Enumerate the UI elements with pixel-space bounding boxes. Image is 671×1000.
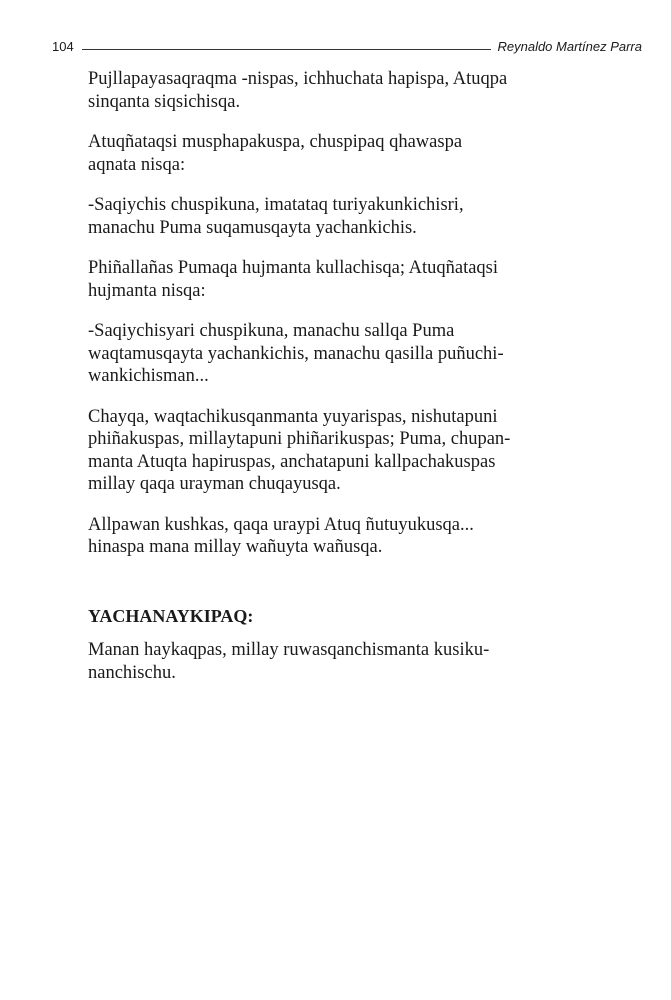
- page-number: 104: [52, 39, 74, 54]
- text-line: Manan haykaqpas, millay ruwasqanchismanta kusiku-: [88, 640, 490, 660]
- paragraph: [88, 257, 636, 302]
- page-header: [52, 32, 642, 54]
- running-head: Reynaldo Martínez Parra: [497, 39, 642, 54]
- text-line: nanchischu.: [88, 662, 176, 683]
- text-line: Pujllapayasaqraqma -nispas, ichhuchata hapispa, Atuqpa: [88, 69, 508, 89]
- text-line: waqtamusqayta yachankichis, manachu qasilla puñuchi-: [88, 343, 504, 364]
- paragraph-list: [88, 68, 636, 559]
- text-line: millay qaqa urayman chuqayusqa.: [88, 474, 341, 494]
- text-line: Phiñallañas Pumaqa hujmanta kullachisqa; Atuqñataqsi: [88, 258, 499, 278]
- text-line: aqnata nisqa:: [88, 154, 186, 175]
- header-rule: [82, 49, 492, 50]
- paragraph: [88, 68, 636, 113]
- paragraph: [88, 131, 636, 176]
- text-line: Chayqa, waqtachikusqanmanta yuyarispas, nishutapuni: [88, 406, 498, 427]
- text-line: wankichisman...: [88, 366, 209, 386]
- text-line: Allpawan kushkas, qaqa uraypi Atuq ñutuyukusqa...: [88, 514, 474, 535]
- paragraph: [88, 406, 636, 496]
- text-line: -Saqiychisyari chuspikuna, manachu sallqa Puma: [88, 321, 455, 341]
- text-line: sinqanta siqsichisqa.: [88, 91, 241, 112]
- section-paragraph: [88, 639, 636, 684]
- text-line: manachu Puma suqamusqayta yachankichis.: [88, 217, 417, 238]
- text-line: -Saqiychis chuspikuna, imatataq turiyakunkichisri,: [88, 195, 464, 215]
- text-line: hujmanta nisqa:: [88, 280, 206, 301]
- paragraph: [88, 320, 636, 388]
- text-line: manta Atuqta hapiruspas, anchatapuni kallpachakuspas: [88, 451, 496, 472]
- text-line: Atuqñataqsi musphapakuspa, chuspipaq qhawaspa: [88, 132, 463, 152]
- paragraph: [88, 194, 636, 239]
- text-line: phiñakuspas, millaytapuni phiñarikuspas; Puma, chupan-: [88, 429, 511, 449]
- paragraph: [88, 514, 636, 559]
- body-text: [88, 68, 636, 702]
- section-title: YACHANAYKIPAQ:: [88, 605, 254, 626]
- section-paragraph-container: [88, 639, 636, 684]
- text-line: hinaspa mana millay wañuyta wañusqa.: [88, 537, 383, 557]
